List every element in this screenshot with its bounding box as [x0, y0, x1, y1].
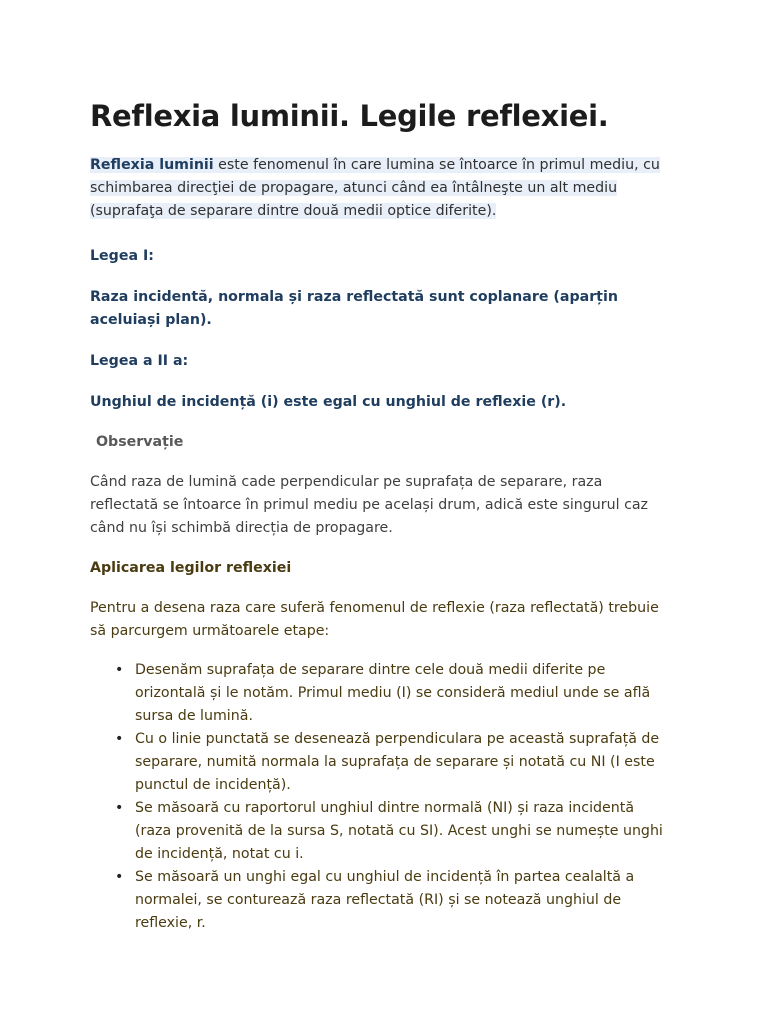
- law1-label: Legea I:: [90, 248, 154, 264]
- list-item: [115, 728, 670, 797]
- page-title: Reflexia luminii. Legile reflexiei.: [90, 99, 609, 133]
- bullet-icon: •: [115, 662, 124, 678]
- list-item-text: Se măsoară cu raportorul unghiul dintre normală (NI) și raza incidentă (raza provenită de la sursa S, notată cu SI). Acest unghi se numește unghi de incidență, notat cu i.: [135, 800, 663, 862]
- bullet-icon: •: [115, 869, 124, 885]
- list-item-text: Se măsoară un unghi egal cu unghiul de incidență în partea cealaltă a normalei, se conturează raza reflectată (RI) și se notează unghiul de reflexie, r.: [135, 869, 635, 931]
- law2-text: Unghiul de incidență (i) este egal cu unghiul de reflexie (r).: [90, 394, 567, 410]
- bullet-icon: •: [115, 800, 124, 816]
- intro-text: este fenomenul în care lumina se întoarce în primul mediu, cu schimbarea direcţiei de propagare, atunci când ea întâlneşte un alt mediu (suprafaţa de separare dintre două medii optice diferite).: [90, 157, 660, 219]
- application-text: Pentru a desena raza care suferă fenomenul de reflexie (raza reflectată) trebuie să parcurgem următoarele etape:: [90, 600, 659, 639]
- application-heading: Aplicarea legilor reflexiei: [90, 560, 292, 576]
- list-item-text: Cu o linie punctată se desenează perpendiculara pe această suprafață de separare, numită normala la suprafața de separare și notată cu NI (I este punctul de incidență).: [135, 731, 660, 793]
- list-item: [115, 659, 670, 728]
- list-item-text: Desenăm suprafața de separare dintre cele două medii diferite pe orizontală și le notăm. Primul mediu (I) se consideră mediul unde se află sursa de lumină.: [135, 662, 651, 724]
- list-item: [115, 797, 670, 866]
- list-item: [115, 866, 670, 935]
- law1-text: Raza incidentă, normala și raza reflectată sunt coplanare (aparțin aceluiași plan).: [90, 289, 618, 328]
- bullet-icon: •: [115, 731, 124, 747]
- law2-label: Legea a II a:: [90, 353, 189, 369]
- observation-text: Când raza de lumină cade perpendicular pe suprafața de separare, raza reflectată se întoarce în primul mediu pe același drum, adică este singurul caz când nu își schimbă direcția de propagare.: [90, 474, 649, 536]
- intro-paragraph: [90, 154, 670, 223]
- document-page: [90, 96, 670, 935]
- intro-highlight: [90, 157, 660, 219]
- steps-list: [90, 659, 670, 935]
- intro-term: Reflexia luminii: [90, 157, 214, 173]
- observation-heading: Observație: [96, 434, 184, 450]
